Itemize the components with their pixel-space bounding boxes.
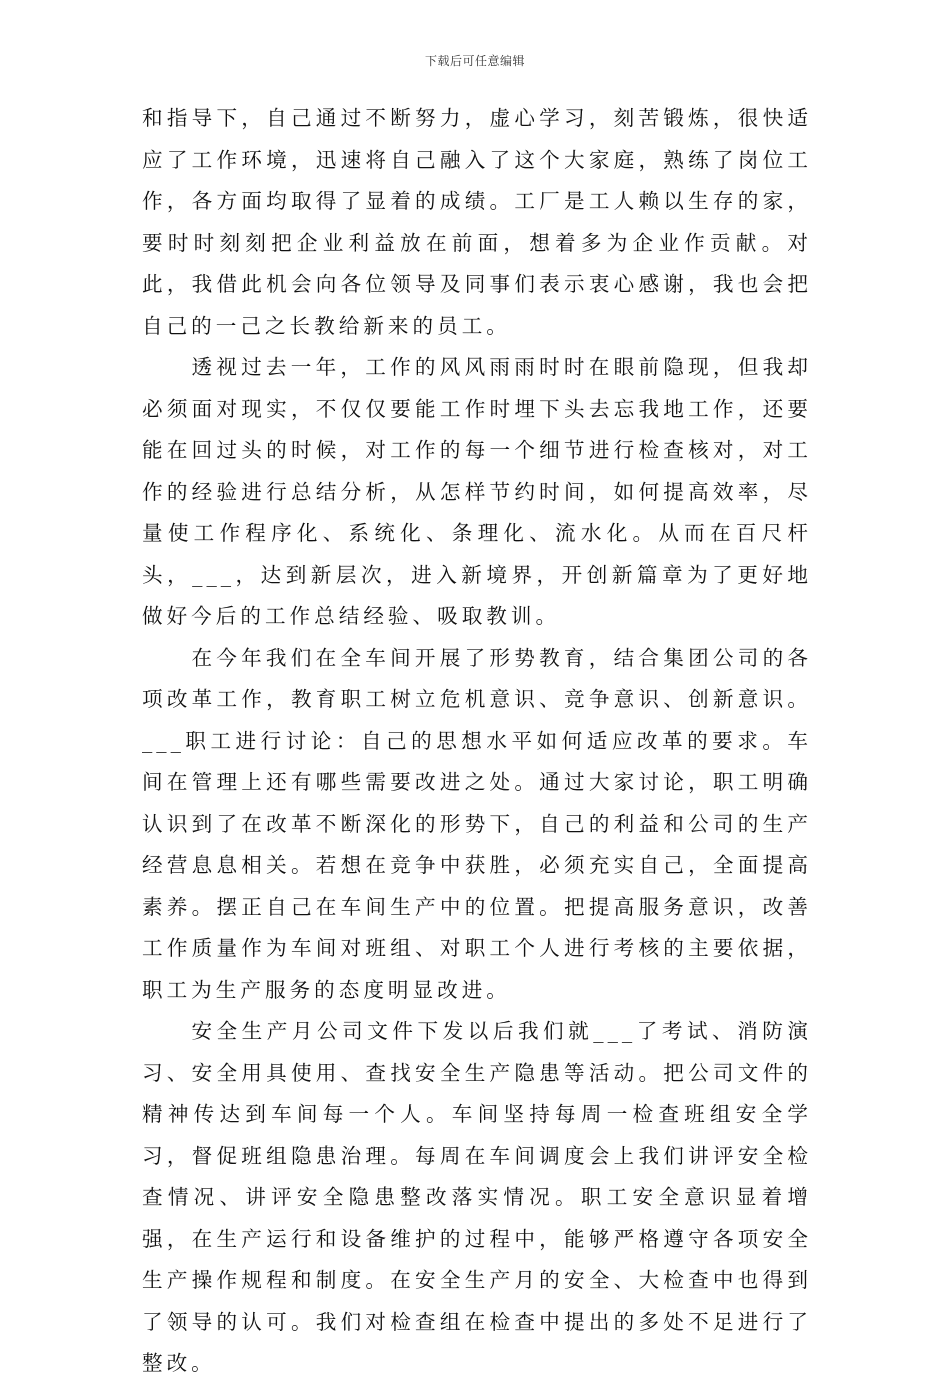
paragraph: 和指导下，自己通过不断努力，虚心学习，刻苦锻炼，很快适应了工作环境，迅速将自己融入了这个大家庭，熟练了岗位工作，各方面均取得了显着的成绩。工厂是工人赖以生存的家，要时时刻刻把企业利益放在前面，想着多为企业作贡献。对此，我借此机会向各位领导及同事们表示衷心感谢，我也会把自己的一己之长教给新来的员工。 (142, 106, 812, 338)
paragraph: 安全生产月公司文件下发以后我们就___了考试、消防演习、安全用具使用、查找安全生产隐患等活动。把公司文件的精神传达到车间每一个人。车间坚持每周一检查班组安全学习，督促班组隐患治理。每周在车间调度会上我们讲评安全检查情况、讲评安全隐患整改落实情况。职工安全意识显着增强，在生产运行和设备维护的过程中，能够严格遵守各项安全生产操作规程和制度。在安全生产月的安全、大检查中也得到了领导的认可。我们对检查组在检查中提出的多处不足进行了整改。 (142, 1019, 812, 1375)
paragraph: 在今年我们在全车间开展了形势教育，结合集团公司的各项改革工作，教育职工树立危机意识、竞争意识、创新意识。___职工进行讨论：自己的思想水平如何适应改革的要求。车间在管理上还有哪些需要改进之处。通过大家讨论，职工明确认识到了在改革不断深化的形势下，自己的利益和公司的生产经营息息相关。若想在竞争中获胜，必须充实自己，全面提高素养。摆正自己在车间生产中的位置。把提高服务意识，改善工作质量作为车间对班组、对职工个人进行考核的主要依据，职工为生产服务的态度明显改进。 (142, 645, 812, 1002)
document-body (142, 98, 812, 1385)
page-header: 下载后可任意编辑 (424, 54, 525, 68)
paragraph: 透视过去一年，工作的风风雨雨时时在眼前隐现，但我却必须面对现实，不仅仅要能工作时埋下头去忘我地工作，还要能在回过头的时候，对工作的每一个细节进行检查核对，对工作的经验进行总结分析，从怎样节约时间，如何提高效率，尽量使工作程序化、系统化、条理化、流水化。从而在百尺杆头，___，达到新层次，进入新境界，开创新篇章为了更好地做好今后的工作总结经验、吸取教训。 (142, 355, 812, 628)
